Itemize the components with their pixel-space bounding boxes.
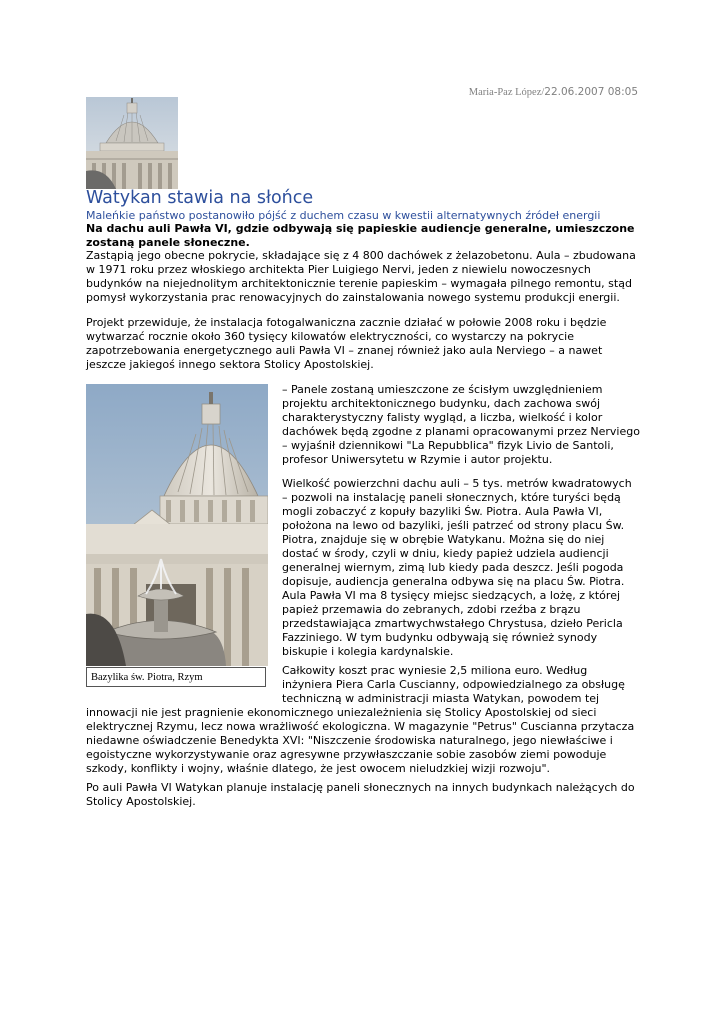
figure-caption: Bazylika św. Piotra, Rzym (86, 667, 266, 687)
author-name: Maria-Paz López (468, 87, 542, 98)
paragraph-1: Zastąpią jego obecne pokrycie, składające się z 4 800 dachówek z żelazobetonu. Aula – zbudowana w 1971 roku przez włoskiego architekta Pier Luigiego Nervi, jeden z niewielu nowoczesnych budynków na niejednolitym architektonicznie terenie papieskim – wymagała pilnego remontu, stąd pomysł wykorzystania prac renowacyjnych do zainstalowania nowego systemu produkcji energii. (86, 249, 636, 304)
paragraph-6: Po auli Pawła VI Watykan planuje instalację paneli słonecznych na innych budynkach należących do Stolicy Apostolskiej. (86, 781, 635, 808)
paragraph-5-start: Całkowity koszt prac wyniesie 2,5 miliona euro. Według inżyniera Piera Carla Cuscianny, odpowiedzialnego za obsługę techniczną w administracji miasta Watykan, powodem tej (282, 664, 625, 705)
byline (469, 86, 638, 98)
paragraph-3: – Panele zostaną umieszczone ze ścisłym uwzględnieniem projektu architektonicznego budynku, dach zachowa swój charakterystyczny falisty wygląd, a liczba, wielkość i kolor dachówek będą zgodne z planami opracowanymi przez Nerviego – wyjaśnił dziennikowi "La Repubblica" fizyk Livio de Santoli, profesor Uniwersytetu w Rzymie i autor projektu. (282, 383, 640, 466)
paragraph-4: Wielkość powierzchni dachu auli – 5 tys. metrów kwadratowych – pozwoli na instalację paneli słonecznych, które turyści będą mogli zobaczyć z kopuły bazyliki Św. Piotra. Aula Pawła VI, położona na lewo od bazyliki, jeśli patrzeć od strony placu Św. Piotra, znajduje się w obrębie Watykanu. Można się do niej dostać w środy, czyli w dniu, kiedy papież udziela audiencji generalnej wiernym, zimą lub kiedy pada deszcz. Jeśli pogoda dopisuje, audiencja generalna odbywa się na placu Św. Piotra. Aula Pawła VI ma 8 tysięcy miejsc siedzących, a lożę, z której papież przemawia do zebranych, zdobi rzeźba z brązu przedstawiająca zmartwychwstałego Chrystusa, dzieło Pericla Fazziniego. W tym budynku odbywają się również synody biskupie i kolegia kardynalskie. (282, 477, 632, 658)
paragraph-2: Projekt przewiduje, że instalacja fotogalwaniczna zacznie działać w połowie 2008 roku i będzie wytwarzać rocznie około 360 tysięcy kilowatów elektryczności, co wystarczy na pokrycie zapotrzebowania energetycznego auli Pawła VI – znanej również jako aula Nerviego – a nawet jeszcze jakiegoś innego sektora Stolicy Apostolskiej. (86, 316, 607, 371)
article-subtitle: Maleńkie państwo postanowiło pójść z duchem czasu w kwestii alternatywnych źródeł energii (86, 209, 601, 222)
article-title: Watykan stawia na słońce (86, 188, 314, 208)
byline-separator: / (541, 87, 545, 98)
thumbnail-image (86, 97, 178, 189)
basilica-photo (86, 384, 268, 666)
article-lead: Na dachu auli Pawła VI, gdzie odbywają się papieskie audiencje generalne, umieszczone zostaną panele słoneczne. (86, 222, 635, 249)
publish-date: 22.06.2007 08:05 (544, 86, 638, 98)
article-figure (86, 384, 268, 688)
paragraph-5-continued: innowacji nie jest pragnienie ekonomicznego uniezależnienia się Stolicy Apostolskiej od sieci elektrycznej Rzymu, lecz nowa wrażliwość ekologiczna. W magazynie "Petrus" Cuscianna przytacza niedawne oświadczenie Benedykta XVI: "Niszczenie środowiska naturalnego, jego niewłaściwe i egoistyczne wykorzystywanie oraz agresywne przywłaszczanie sobie zasobów ziemi powoduje szkody, konflikty i wojny, właśnie dlatego, że jest owocem nieludzkiej wizji rozwoju". (86, 706, 635, 775)
